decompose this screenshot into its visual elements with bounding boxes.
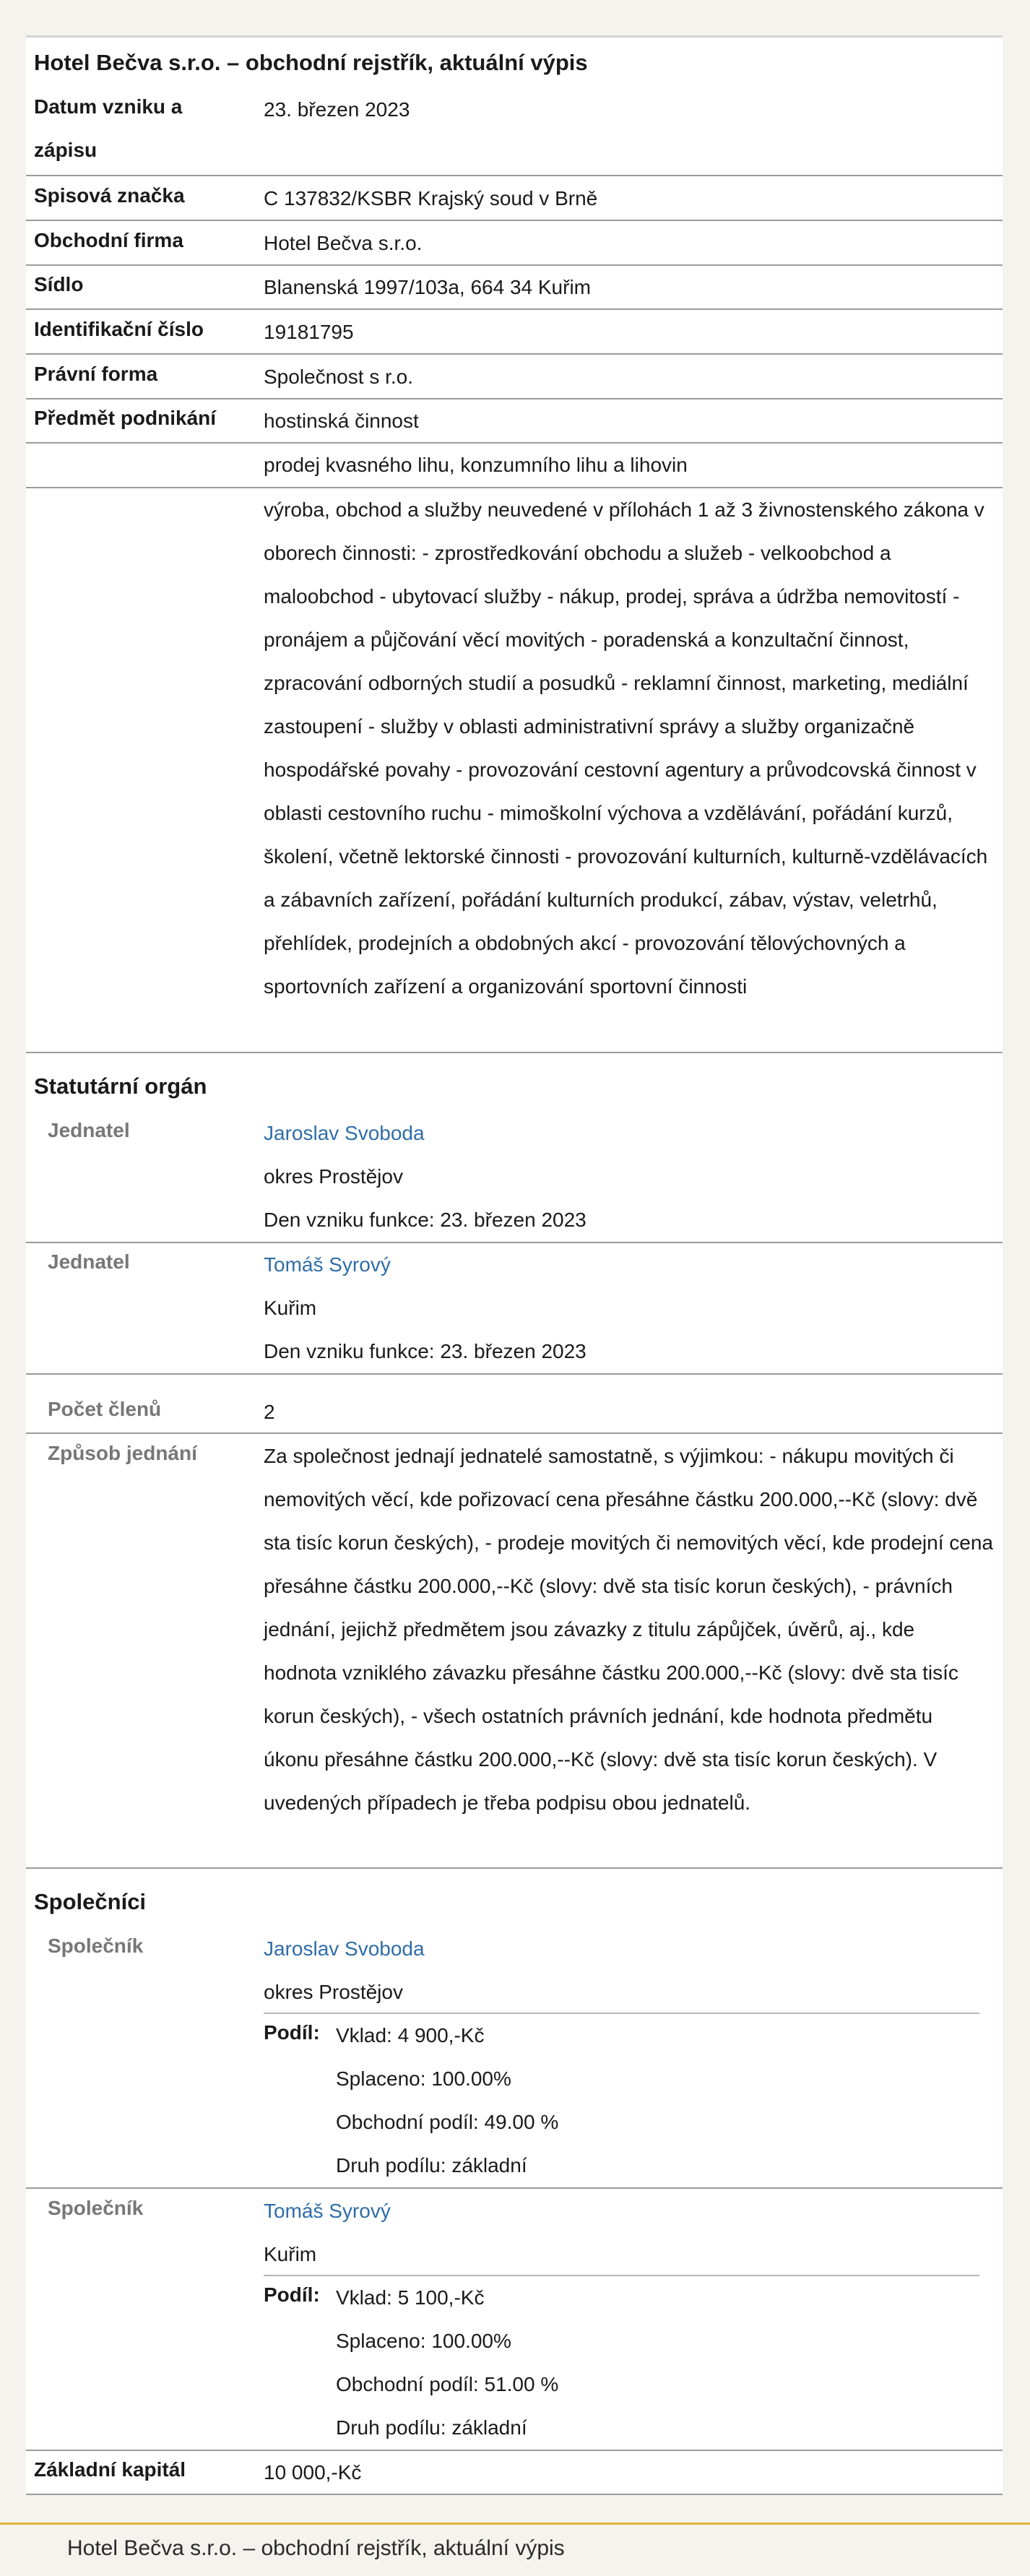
field-value-predmet-item: hostinská činnost bbox=[264, 410, 419, 432]
member-place: okres Prostějov bbox=[264, 1165, 403, 1188]
row-divider bbox=[26, 1052, 1003, 1053]
field-value-ico: 19181795 bbox=[264, 321, 354, 343]
partner-place: Kuřim bbox=[264, 2243, 317, 2265]
register-extract bbox=[26, 35, 1003, 2495]
row-divider bbox=[26, 308, 1003, 310]
share-deposit: Vklad: 5 100,-Kč bbox=[336, 2286, 485, 2309]
member-place: Kuřim bbox=[264, 1297, 317, 1319]
row-divider bbox=[26, 353, 1003, 355]
field-value-zakladni-kapital: 10 000,-Kč bbox=[264, 2461, 362, 2484]
field-label-spisova-znacka: Spisová značka bbox=[34, 184, 185, 207]
share-paid: Splaceno: 100.00% bbox=[336, 2067, 511, 2090]
share-percent: Obchodní podíl: 51.00 % bbox=[336, 2373, 559, 2395]
field-value-spisova-znacka: C 137832/KSBR Krajský soud v Brně bbox=[264, 187, 598, 209]
field-value-pravni-forma: Společnost s r.o. bbox=[264, 366, 414, 388]
row-divider bbox=[26, 1867, 1003, 1869]
member-name-link[interactable]: Tomáš Syrový bbox=[264, 1253, 391, 1276]
field-label-pravni-forma: Právní forma bbox=[34, 363, 158, 385]
field-label-obchodni-firma: Obchodní firma bbox=[34, 229, 183, 251]
field-value-predmet-item: prodej kvasného lihu, konzumního lihu a lihovin bbox=[264, 454, 688, 476]
field-value-pocet-clenu: 2 bbox=[264, 1401, 275, 1423]
partner-name-link[interactable]: Tomáš Syrový bbox=[264, 2200, 391, 2222]
share-label: Podíl: bbox=[264, 2283, 320, 2306]
section-heading-spolecnici: Společníci bbox=[34, 1889, 147, 1914]
member-since: Den vzniku funkce: 23. březen 2023 bbox=[264, 1340, 587, 1362]
field-label-predmet-podnikani: Předmět podnikání bbox=[34, 407, 217, 429]
page-footer bbox=[0, 2525, 1030, 2576]
share-type: Druh podílu: základní bbox=[336, 2416, 527, 2439]
row-divider bbox=[26, 398, 1003, 399]
row-divider bbox=[26, 220, 1003, 221]
row-divider bbox=[26, 175, 1003, 176]
field-label-ico: Identifikační číslo bbox=[34, 318, 204, 340]
share-percent: Obchodní podíl: 49.00 % bbox=[336, 2111, 559, 2133]
footer-title: Hotel Bečva s.r.o. – obchodní rejstřík, aktuální výpis bbox=[67, 2536, 565, 2560]
share-type: Druh podílu: základní bbox=[336, 2154, 527, 2177]
field-value-datum-vzniku: 23. březen 2023 bbox=[264, 98, 410, 121]
row-divider bbox=[26, 1432, 1003, 1434]
row-divider bbox=[26, 2494, 1003, 2495]
share-paid: Splaceno: 100.00% bbox=[336, 2330, 511, 2352]
field-label-sidlo: Sídlo bbox=[34, 273, 84, 295]
field-label-datum-vzniku-cont: zápisu bbox=[34, 139, 98, 161]
field-label-datum-vzniku: Datum vzniku a bbox=[34, 95, 183, 118]
field-label-zakladni-kapital: Základní kapitál bbox=[34, 2458, 186, 2481]
partner-name-link[interactable]: Jaroslav Svoboda bbox=[264, 1937, 425, 1960]
member-name-link[interactable]: Jaroslav Svoboda bbox=[264, 1122, 425, 1144]
field-label-zpusob-jednani: Způsob jednání bbox=[48, 1442, 197, 1464]
field-label-pocet-clenu: Počet členů bbox=[48, 1398, 162, 1420]
field-value-sidlo: Blanenská 1997/103a, 664 34 Kuřim bbox=[264, 276, 591, 298]
field-value-zpusob-jednani: Za společnost jednají jednatelé samostatně, s výjimkou: - nákupu movitých či nemovitých věcí, kde pořizovací cena přesáhne částku 200.000,--Kč (slovy: dvě sta tisíc korun českých), - prodeje movitých či nemovitých věcí, kde prodejní cena přesáhne částku 200.000,--Kč (slovy: dvě sta tisíc korun českých), - právních jednání, jejichž předmětem jsou závazky z titulu zápůjček, úvěrů, aj., kde hodnota vzniklého závazku přesáhne částku 200.000,--Kč (slovy: dvě sta tisíc korun českých), - všech ostatních právních jednání, kde hodnota předmětu úkonu přesáhne částku 200.000,--Kč (slovy: dvě sta tisíc korun českých). V uvedených případech je třeba podpisu obou jednatelů. bbox=[264, 1445, 993, 1814]
row-divider bbox=[26, 2450, 1003, 2451]
member-role: Jednatel bbox=[48, 1119, 130, 1141]
field-value-predmet-item: výroba, obchod a služby neuvedené v přílohách 1 až 3 živnostenského zákona v oborech činnosti: - zprostředkování obchodu a služeb - velkoobchod a maloobchod - ubytovací služby - nákup, prodej, správa a údržba nemovitostí - pronájem a půjčování věcí movitých - poradenská a konzultační činnost, zpracování odborných studií a posudků - reklamní činnost, marketing, mediální zastoupení - služby v oblasti administrativní správy a služby organizačně hospodářské povahy - provozování cestovní agentury a průvodcovská činnost v oblasti cestovního ruchu - mimoškolní výchova a vzdělávání, pořádání kurzů, školení, včetně lektorské činnosti - provozování kulturních, kulturně-vzdělávacích a zábavních zařízení, pořádání kulturních produkcí, zábav, výstav, veletrhů, přehlídek, prodejních a obdobných akcí - provozování tělovýchovných a sportovních zařízení a organizování sportovní činnosti bbox=[264, 498, 988, 998]
share-label: Podíl: bbox=[264, 2021, 320, 2044]
field-value-obchodni-firma: Hotel Bečva s.r.o. bbox=[264, 232, 423, 254]
partner-place: okres Prostějov bbox=[264, 1981, 403, 2003]
share-deposit: Vklad: 4 900,-Kč bbox=[336, 2024, 485, 2046]
page-title: Hotel Bečva s.r.o. – obchodní rejstřík, aktuální výpis bbox=[34, 50, 588, 75]
row-divider bbox=[26, 1373, 1003, 1375]
member-role: Jednatel bbox=[48, 1250, 130, 1273]
partner-role: Společník bbox=[48, 2197, 144, 2219]
row-divider bbox=[26, 2187, 1003, 2189]
section-heading-statutarni-organ: Statutární orgán bbox=[34, 1073, 207, 1099]
member-since: Den vzniku funkce: 23. březen 2023 bbox=[264, 1209, 587, 1231]
partner-role: Společník bbox=[48, 1935, 144, 1957]
